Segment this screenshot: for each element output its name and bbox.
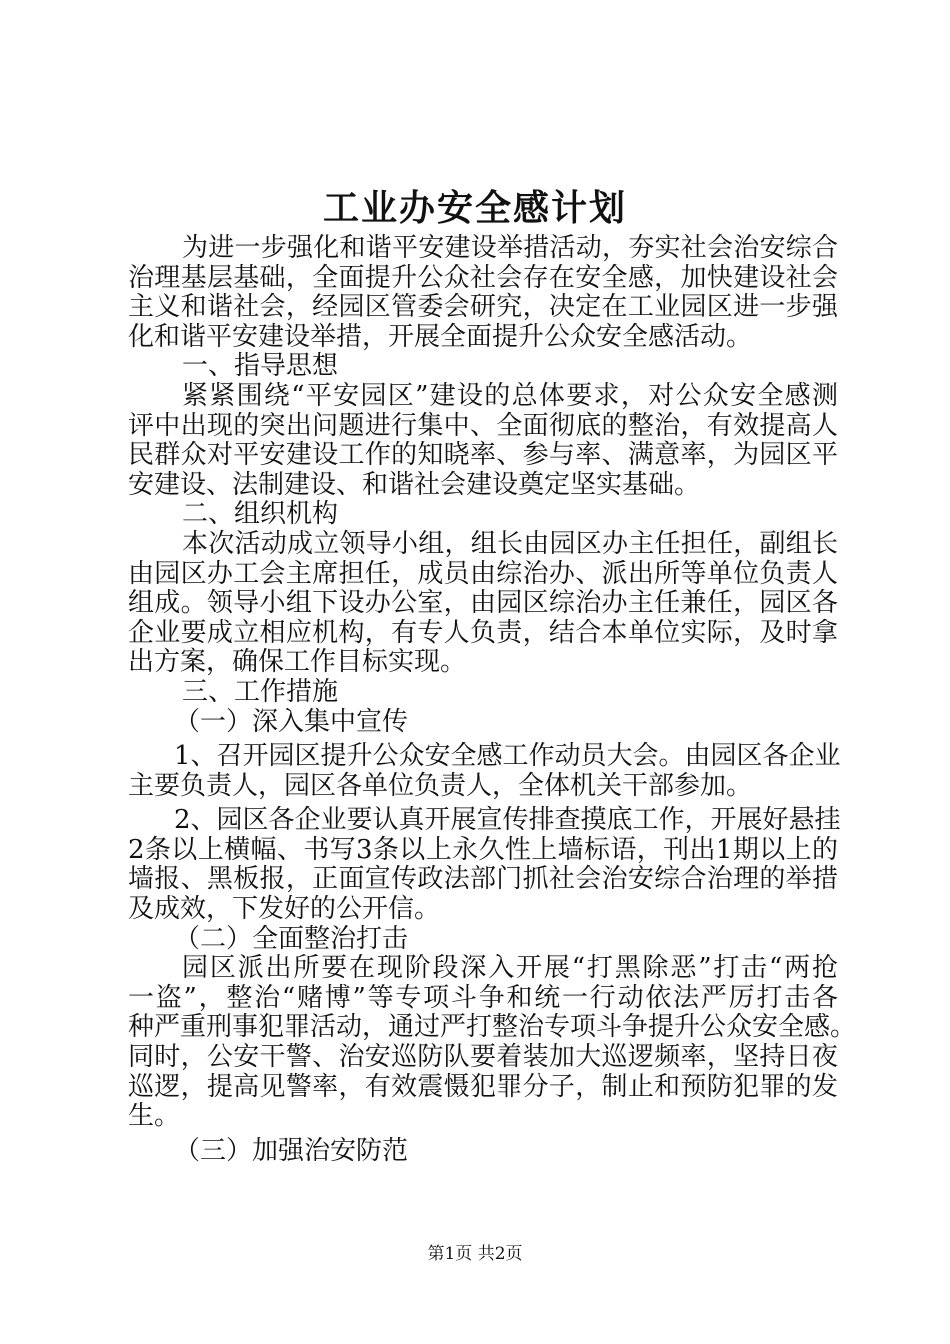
subsection-heading: （三）加强治安防范	[174, 1135, 409, 1166]
paragraph-line: 本次活动成立领导小组，组长由园区办主任担任，副组长	[182, 528, 838, 559]
paragraph-line: 为进一步强化和谐平安建设举措活动，夯实社会治安综合	[182, 233, 838, 263]
paragraph-line: 墙报、黑板报，正面宣传政法部门抓社会治安综合治理的举措	[128, 864, 838, 895]
subsection-heading: （一）深入集中宣传	[174, 706, 409, 737]
paragraph-line: 园区派出所要在现阶段深入开展“打黑除恶”打击“两抢	[182, 953, 838, 984]
section-heading: 二、组织机构	[182, 499, 339, 530]
paragraph-line: 及成效，下发好的公开信。	[128, 894, 441, 925]
paragraph-line: 生。	[128, 1101, 181, 1132]
paragraph-line: 出方案，确保工作目标实现。	[128, 647, 467, 678]
paragraph-line: 1、召开园区提升公众安全感工作动员大会。由园区各企业	[174, 741, 841, 772]
paragraph-line: 企业要成立相应机构，有专人负责，结合本单位实际，及时拿	[128, 617, 838, 648]
paragraph-line: 治理基层基础，全面提升公众社会存在安全感，加快建设社会	[128, 262, 838, 293]
paragraph-line: 巡逻，提高见警率，有效震慑犯罪分子，制止和预防犯罪的发	[128, 1071, 838, 1102]
page-number: 第1页 共2页	[427, 1244, 523, 1264]
section-heading: 三、工作措施	[182, 676, 339, 707]
paragraph-line: 2、园区各企业要认真开展宣传排查摸底工作，开展好悬挂	[174, 805, 841, 836]
document-title: 工业办安全感计划	[322, 187, 627, 229]
paragraph-line: 种严重刑事犯罪活动，通过严打整治专项斗争提升公众安全感。	[128, 1012, 857, 1043]
paragraph-line: 安建设、法制建设、和谐社会建设奠定坚实基础。	[128, 469, 701, 500]
section-heading: 一、指导思想	[182, 351, 339, 382]
subsection-heading: （二）全面整治打击	[174, 923, 409, 954]
paragraph-line: 化和谐平安建设举措，开展全面提升公众安全感活动。	[128, 321, 753, 352]
paragraph-line: 同时，公安干警、治安巡防队要着装加大巡逻频率，坚持日夜	[128, 1042, 838, 1073]
paragraph-line: 评中出现的突出问题进行集中、全面彻底的整治，有效提高人	[128, 410, 838, 441]
paragraph-line: 组成。领导小组下设办公室，由园区综治办主任兼任，园区各	[128, 588, 838, 619]
paragraph-line: 紧紧围绕“平安园区”建设的总体要求，对公众安全感测	[182, 380, 838, 411]
paragraph-line: 主义和谐社会，经园区管委会研究，决定在工业园区进一步强	[128, 292, 838, 323]
paragraph-line: 民群众对平安建设工作的知晓率、参与率、满意率，为园区平	[128, 440, 838, 471]
paragraph-line: 主要负责人，园区各单位负责人，全体机关干部参加。	[128, 770, 753, 801]
paragraph-line: 2条以上横幅、书写3条以上永久性上墙标语，刊出1期以上的	[128, 834, 838, 865]
paragraph-line: 一盗”，整治“赌博”等专项斗争和统一行动依法严厉打击各	[128, 982, 838, 1013]
paragraph-line: 由园区办工会主席担任，成员由综治办、派出所等单位负责人	[128, 558, 838, 589]
document-body	[128, 233, 857, 1166]
